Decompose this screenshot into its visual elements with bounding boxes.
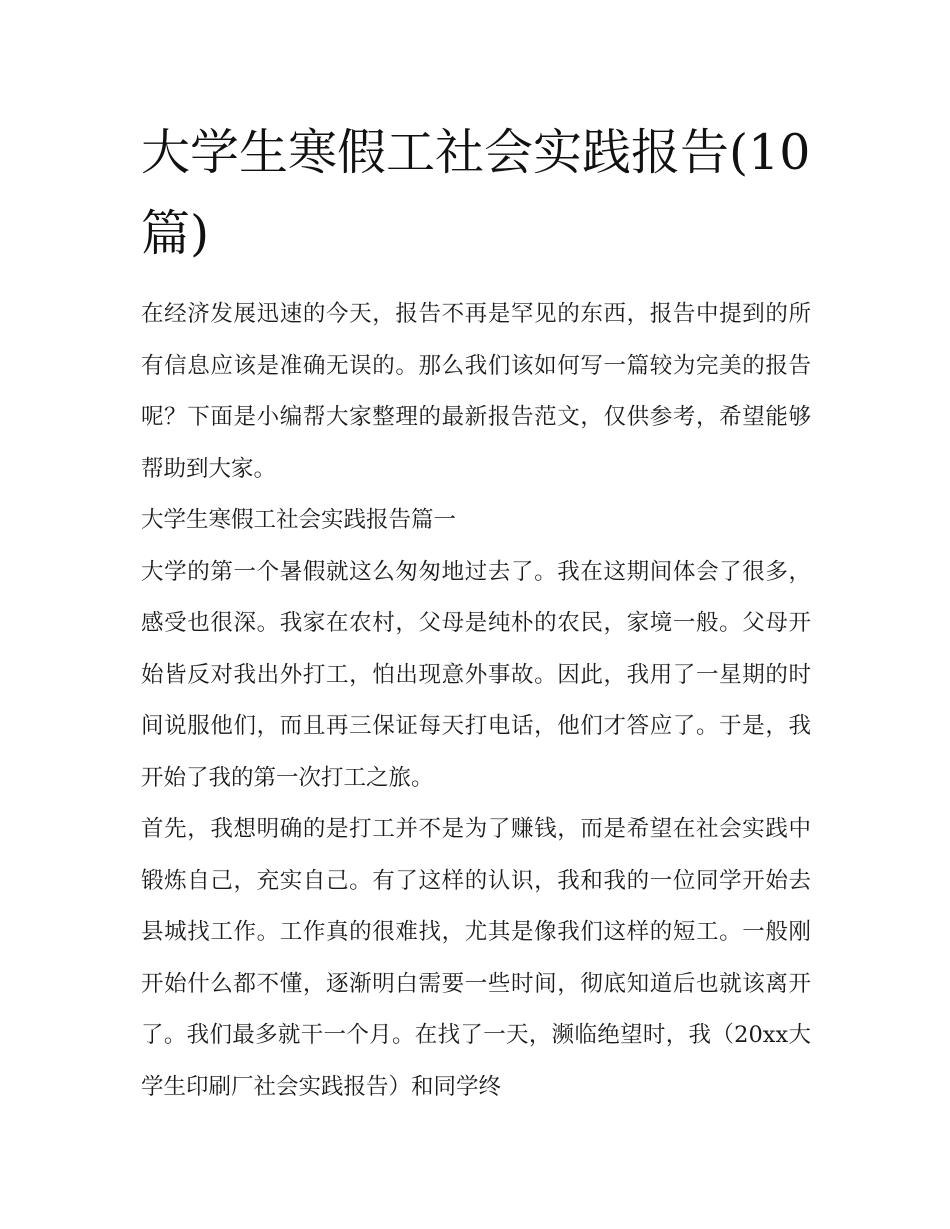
document-body: [141, 112, 811, 1113]
document-title: 大学生寒假工社会实践报告(10篇): [141, 124, 811, 262]
body-paragraph-2: 首先，我想明确的是打工并不是为了赚钱，而是希望在社会实践中锻炼自己，充实自己。有了这样的认识，我和我的一位同学开始去县城找工作。工作真的很难找，尤其是像我们这样的短工。一般刚开始什么都不懂，逐渐明白需要一些时间，彻底知道后也就该离开了。我们最多就干一个月。在找了一天，濒临绝望时，我（20xx大学生印刷厂社会实践报告）和同学终: [141, 816, 811, 1100]
section-heading: 大学生寒假工社会实践报告篇一: [141, 507, 457, 533]
body-paragraph-1: 大学的第一个暑假就这么匆匆地过去了。我在这期间体会了很多，感受也很深。我家在农村，父母是纯朴的农民，家境一般。父母开始皆反对我出外打工，怕出现意外事故。因此，我用了一星期的时间说服他们，而且再三保证每天打电话，他们才答应了。于是，我开始了我的第一次打工之旅。: [141, 558, 811, 791]
intro-paragraph: 在经济发展迅速的今天，报告不再是罕见的东西，报告中提到的所有信息应该是准确无误的。那么我们该如何写一篇较为完美的报告呢？下面是小编帮大家整理的最新报告范文，仅供参考，希望能够帮助到大家。: [141, 301, 811, 482]
